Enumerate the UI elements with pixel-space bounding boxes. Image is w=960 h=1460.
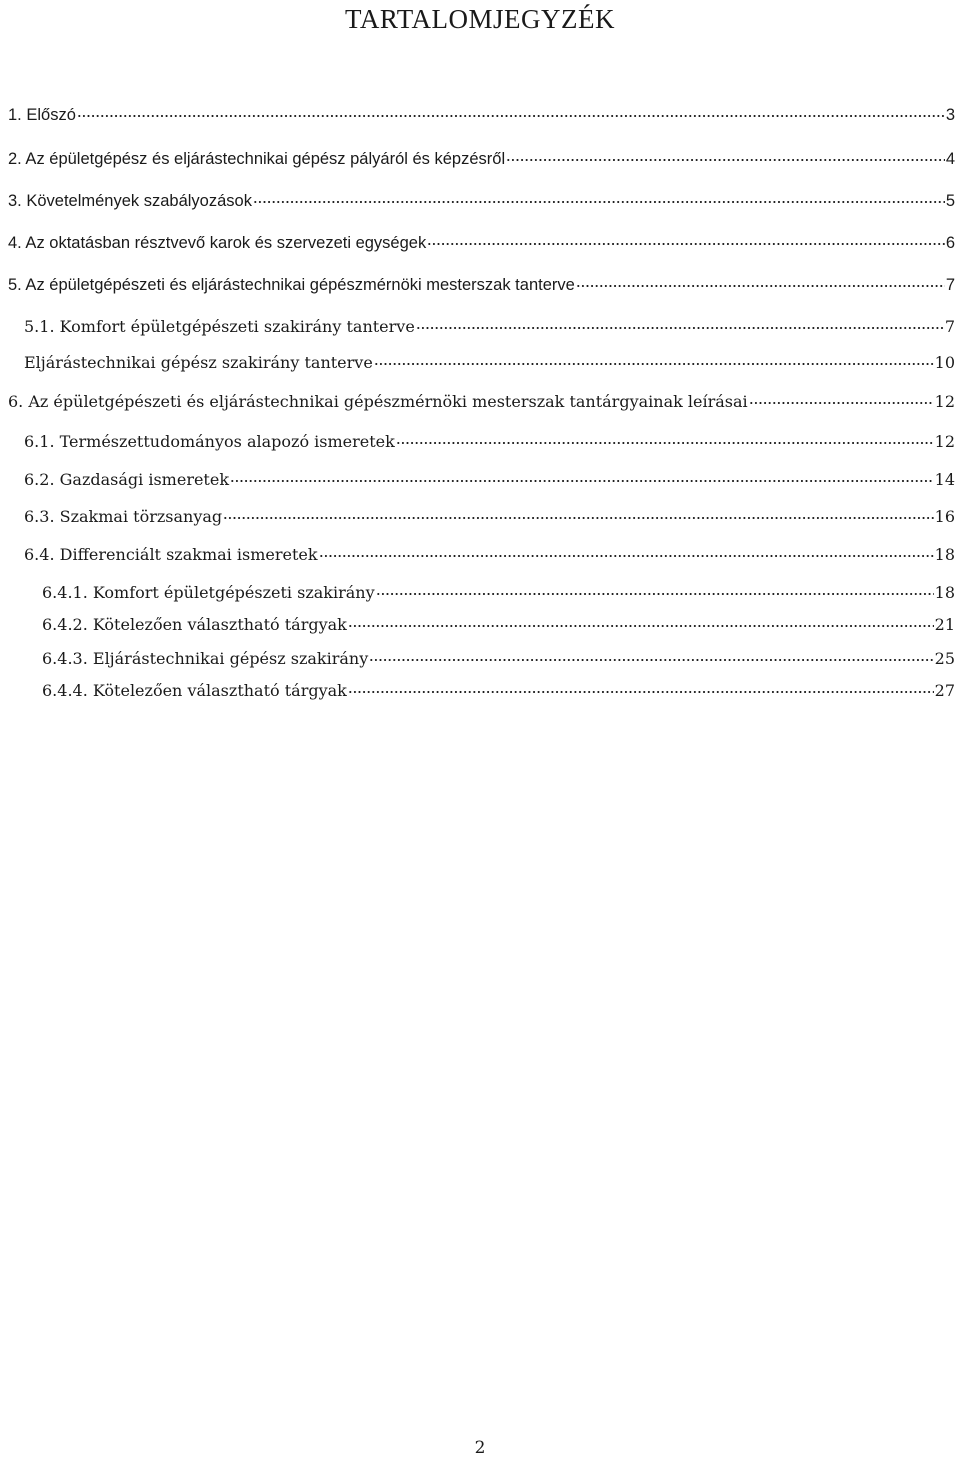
toc-entry-page: 7 [945, 276, 955, 294]
toc-entry[interactable] [24, 465, 955, 495]
toc-entry-label: 6.4.2. Kötelezően választható tárgyak [42, 615, 347, 634]
toc-entry-page: 14 [934, 470, 955, 489]
toc-entry[interactable] [24, 427, 955, 457]
toc-entry-page: 25 [934, 649, 955, 668]
toc-leader [348, 625, 934, 627]
toc-leader [77, 115, 945, 117]
toc-entry[interactable] [24, 348, 955, 378]
toc-entry[interactable] [24, 502, 955, 532]
toc-entry-label: 6.4.1. Komfort épületgépészeti szakirány [42, 583, 375, 602]
toc-entry-label: 6. Az épületgépészeti és eljárástechnikai gépészmérnöki mesterszak tantárgyainak leírásai [8, 392, 748, 411]
toc-entry-page: 18 [934, 545, 955, 564]
toc-entry-label: 2. Az épületgépész és eljárástechnikai gépész pályáról és képzésről [8, 150, 506, 168]
toc-leader [416, 327, 944, 329]
toc-entry[interactable] [8, 186, 955, 216]
toc-leader [506, 159, 945, 161]
toc-entry-label: 5. Az épületgépészeti és eljárástechnikai gépészmérnöki mesterszak tanterve [8, 276, 575, 294]
toc-leader [230, 480, 934, 482]
toc-leader [376, 593, 934, 595]
toc-entry[interactable] [42, 676, 955, 706]
toc-entry-label: 6.3. Szakmai törzsanyag [24, 507, 223, 526]
toc-entry-page: 12 [934, 432, 955, 451]
toc-entry-label: 6.1. Természettudományos alapozó ismeretek [24, 432, 395, 451]
toc-entry-page: 7 [944, 317, 955, 336]
toc-entry-page: 27 [934, 681, 955, 700]
toc-leader [319, 555, 934, 557]
toc-entry[interactable] [24, 312, 955, 342]
toc-leader [253, 201, 945, 203]
toc-entry-page: 18 [934, 583, 955, 602]
toc-entry-label: 4. Az oktatásban résztvevő karok és szervezeti egységek [8, 234, 427, 252]
toc-entry-page: 10 [934, 353, 955, 372]
toc-entry[interactable] [24, 540, 955, 570]
toc-leader [396, 442, 934, 444]
toc-entry[interactable] [42, 644, 955, 674]
toc-leader [576, 285, 945, 287]
toc-entry-page: 21 [934, 615, 955, 634]
toc-entry-page: 4 [945, 150, 955, 168]
toc-entry-label: 3. Követelmények szabályozások [8, 192, 252, 210]
toc-leader [348, 691, 934, 693]
toc-entry-label: 6.2. Gazdasági ismeretek [24, 470, 230, 489]
toc-entry[interactable] [8, 100, 955, 130]
toc-entry[interactable] [8, 228, 955, 258]
toc-leader [369, 659, 933, 661]
toc-entry-page: 5 [945, 192, 955, 210]
toc-entry[interactable] [42, 578, 955, 608]
toc-leader [374, 363, 934, 365]
toc-entry-page: 12 [934, 392, 955, 411]
toc-leader [749, 402, 934, 404]
toc-entry[interactable] [8, 270, 955, 300]
toc-entry-page: 16 [934, 507, 955, 526]
toc-entry-page: 3 [945, 106, 955, 124]
page-number: 2 [474, 1438, 486, 1458]
toc-entry-label: 6.4.3. Eljárástechnikai gépész szakirány [42, 649, 369, 668]
toc-entry-label: 1. Előszó [8, 106, 76, 124]
toc-entry-page: 6 [945, 234, 955, 252]
toc-entry-label: 6.4. Differenciált szakmai ismeretek [24, 545, 318, 564]
toc-entry[interactable] [8, 144, 955, 174]
toc-leader [427, 243, 945, 245]
toc-entry-label: 5.1. Komfort épületgépészeti szakirány tanterve [24, 317, 415, 336]
toc-entry[interactable] [42, 610, 955, 640]
toc-leader [223, 517, 933, 519]
page-title: TARTALOMJEGYZÉK [344, 4, 616, 34]
toc-entry-label: Eljárástechnikai gépész szakirány tanterve [24, 353, 373, 372]
toc-entry[interactable] [8, 387, 955, 417]
toc-entry-label: 6.4.4. Kötelezően választható tárgyak [42, 681, 347, 700]
